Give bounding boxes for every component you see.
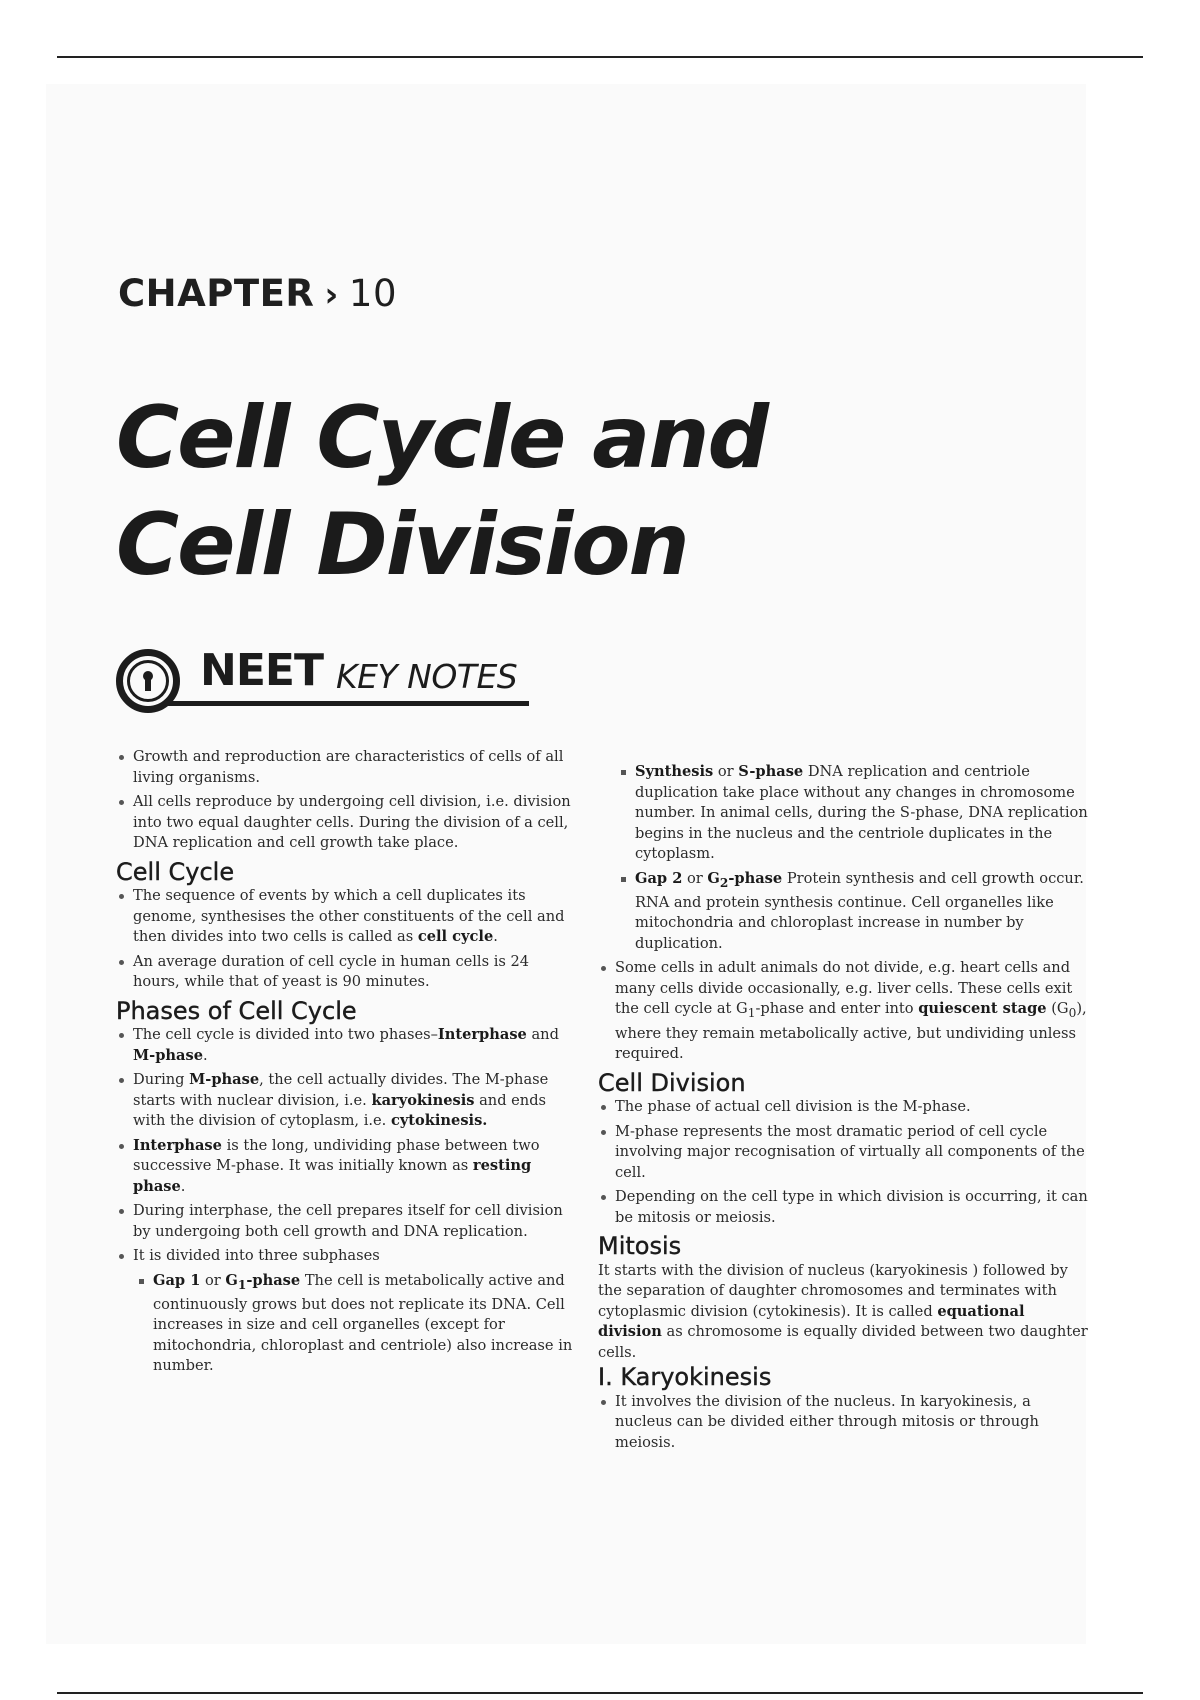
list-item: M-phase represents the most dramatic period of cell cycle involving major recognisation of virtually all components of the cell. xyxy=(598,1122,1088,1184)
cell-cycle-list xyxy=(116,886,576,993)
chapter-title xyxy=(116,385,767,599)
title-line-2: Cell Division xyxy=(116,495,688,595)
list-item: All cells reproduce by undergoing cell division, i.e. division into two equal daughter cells. During the division of a cell, DNA replication and cell growth take place. xyxy=(116,792,576,854)
chapter-number: 10 xyxy=(348,272,397,315)
left-column xyxy=(116,747,576,1381)
list-item: It is divided into three subphases xyxy=(116,1246,576,1267)
list-item: Depending on the cell type in which division is occurring, it can be mitosis or meiosis. xyxy=(598,1187,1088,1228)
list-item: An average duration of cell cycle in human cells is 24 hours, while that of yeast is 90 minutes. xyxy=(116,952,576,993)
quiescent-list xyxy=(598,958,1088,1064)
top-rule xyxy=(57,56,1143,58)
keyhole-stem xyxy=(145,677,151,691)
subphase-list xyxy=(136,1271,576,1377)
heading-cell-division: Cell Division xyxy=(598,1068,746,1097)
logo-underline xyxy=(164,701,529,706)
neet-key-notes-logo xyxy=(114,645,534,725)
subphase-list-continued xyxy=(618,762,1088,954)
chapter-label xyxy=(118,272,397,315)
chevron-right-icon: › xyxy=(324,275,339,315)
heading-mitosis: Mitosis xyxy=(598,1232,682,1261)
list-item: During M-phase, the cell actually divides. The M-phase starts with nuclear division, i.e. karyokinesis and ends with the division of cytoplasm, i.e. cytokinesis. xyxy=(116,1070,576,1132)
heading-phases-of-cell-cycle: Phases of Cell Cycle xyxy=(116,996,357,1025)
subphase-s: Synthesis or S-phase DNA replication and centriole duplication take place without any changes in chromosome number. In animal cells, during the S-phase, DNA replication begins in the nucleus and the centriole duplicates in the cytoplasm. xyxy=(618,762,1088,865)
list-item: Interphase is the long, undividing phase between two successive M-phase. It was initially known as resting phase. xyxy=(116,1136,576,1198)
list-item: The cell cycle is divided into two phases–Interphase and M-phase. xyxy=(116,1025,576,1066)
cell-division-list xyxy=(598,1097,1088,1228)
list-item: The sequence of events by which a cell duplicates its genome, synthesises the other constituents of the cell and then divides into two cells is called as cell cycle. xyxy=(116,886,576,948)
list-item: Growth and reproduction are characteristics of cells of all living organisms. xyxy=(116,747,576,788)
bottom-rule xyxy=(57,1692,1143,1694)
right-column xyxy=(598,762,1088,1457)
intro-list xyxy=(116,747,576,854)
phases-list xyxy=(116,1025,576,1267)
list-item: The phase of actual cell division is the M-phase. xyxy=(598,1097,1088,1118)
list-item: Some cells in adult animals do not divide, e.g. heart cells and many cells divide occasionally, e.g. liver cells. These cells exit the cell cycle at $G_1$-phase and enter into quiescent stage $(G_0)$, where they remain metabolically active, but undividing unless required. xyxy=(598,958,1088,1064)
list-item: It involves the division of the nucleus. In karyokinesis, a nucleus can be divided either through mitosis or through meiosis. xyxy=(598,1392,1088,1454)
subphase-g2: Gap 2 or $G_2$-phase Protein synthesis and cell growth occur. RNA and protein synthesis continue. Cell organelles like mitochondria and chloroplast increase in number by duplication. xyxy=(618,869,1088,955)
heading-cell-cycle: Cell Cycle xyxy=(116,857,235,886)
logo-neet-text: NEET xyxy=(200,645,323,696)
karyokinesis-list xyxy=(598,1392,1088,1454)
subphase-g1: Gap 1 or $G_1$-phase The cell is metabolically active and continuously grows but does not replicate its DNA. Cell increases in size and cell organelles (except for mitochondria, chloroplast and centriole) also increase in number. xyxy=(136,1271,576,1377)
logo-keynotes-text: KEY NOTES xyxy=(336,657,518,696)
list-item: During interphase, the cell prepares itself for cell division by undergoing both cell growth and DNA replication. xyxy=(116,1201,576,1242)
chapter-word: CHAPTER xyxy=(118,272,315,315)
mitosis-paragraph: It starts with the division of nucleus (karyokinesis ) followed by the separation of daughter chromosomes and terminates with cytoplasmic division (cytokinesis). It is called equational division as chromosome is equally divided between two daughter cells. xyxy=(598,1261,1088,1361)
title-line-1: Cell Cycle and xyxy=(116,388,768,488)
heading-karyokinesis: I. Karyokinesis xyxy=(598,1363,772,1392)
